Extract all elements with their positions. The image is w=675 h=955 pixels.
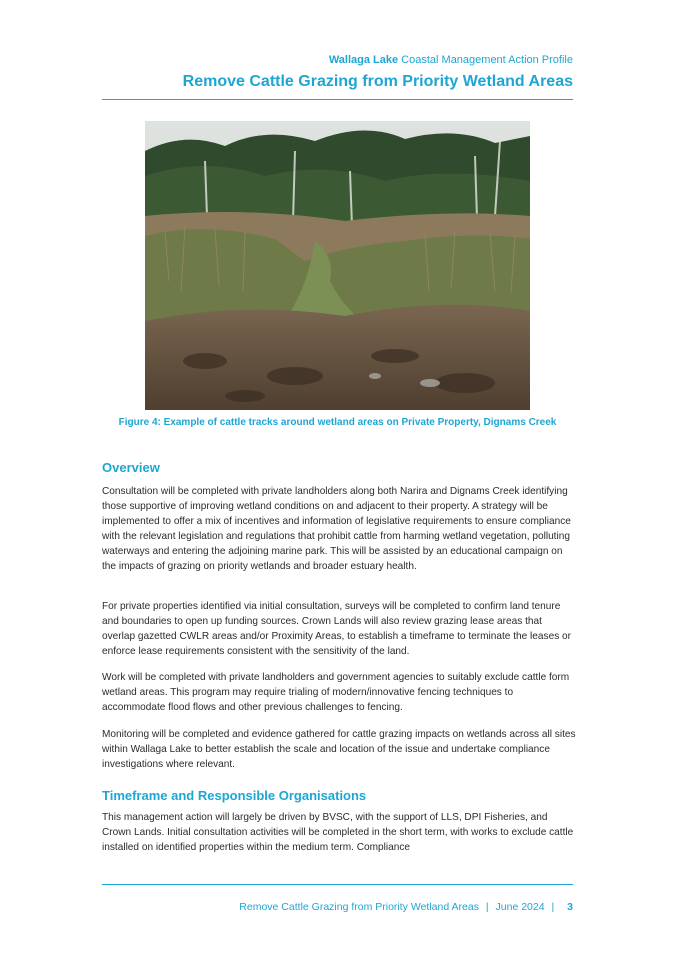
header-subtitle: Coastal Management Action Profile (401, 54, 573, 66)
page-header (102, 52, 573, 93)
page-number: 3 (567, 901, 573, 913)
footer-date: June 2024 (495, 901, 545, 913)
overview-paragraph-4: Monitoring will be completed and evidence gathered for cattle grazing impacts on wetlands across all sites within Wallaga Lake to better establish the scale and location of the issue and undertake compliance investigations where relevant. (102, 729, 576, 770)
wetland-photo (145, 121, 530, 410)
timeframe-heading: Timeframe and Responsible Organisations (102, 788, 367, 803)
overview-heading: Overview (102, 460, 160, 475)
overview-paragraph-2: For private properties identified via initial consultation, surveys will be completed to confirm land tenure and boundaries to open up funding sources. Crown Lands will also review grazing lease areas that overlap gazetted CWLR areas and/or Proximity Areas, to establish a timeframe to terminate the leases or enforce lease requirements consistent with the sensitivity of the land. (102, 601, 572, 657)
header-subtitle-line (102, 52, 573, 68)
figure-caption: Figure 4: Example of cattle tracks around wetland areas on Private Property, Dignams Creek (118, 417, 557, 428)
header-brand: Wallaga Lake (328, 54, 399, 66)
header-rule (102, 99, 573, 100)
footer-rule (102, 884, 573, 885)
page-footer (239, 901, 573, 913)
footer-separator-2: | (551, 901, 555, 913)
footer-separator: | (485, 901, 489, 913)
timeframe-paragraph: This management action will largely be driven by BVSC, with the support of LLS, DPI Fisheries, and Crown Lands. Initial consultation activities will be completed in the short term, with works to exclude cattle installed on identified properties within the medium term. Compliance (102, 812, 574, 853)
overview-paragraph-3: Work will be completed with private landholders and government agencies to suitably exclude cattle form wetland areas. This program may require trialing of modern/innovative fencing techniques to accommodate flood flows and other previous challenges to fencing. (102, 672, 570, 713)
page-title: Remove Cattle Grazing from Priority Wetland Areas (182, 73, 573, 90)
overview-paragraph-1: Consultation will be completed with private landholders along both Narira and Dignams Creek identifying those supportive of improving wetland conditions on and adjacent to their property. A strategy will be implemented to offer a mix of incentives and information of legislative requirements to ensure compliance with the relevant legislation and regulations that prohibit cattle from harming wetland vegetation, polluting waterways and entering the adjoining marine park. This will be assisted by an educational campaign on the impacts of grazing on priority wetlands and broader estuary health. (102, 486, 571, 572)
footer-title: Remove Cattle Grazing from Priority Wetland Areas (239, 901, 479, 913)
